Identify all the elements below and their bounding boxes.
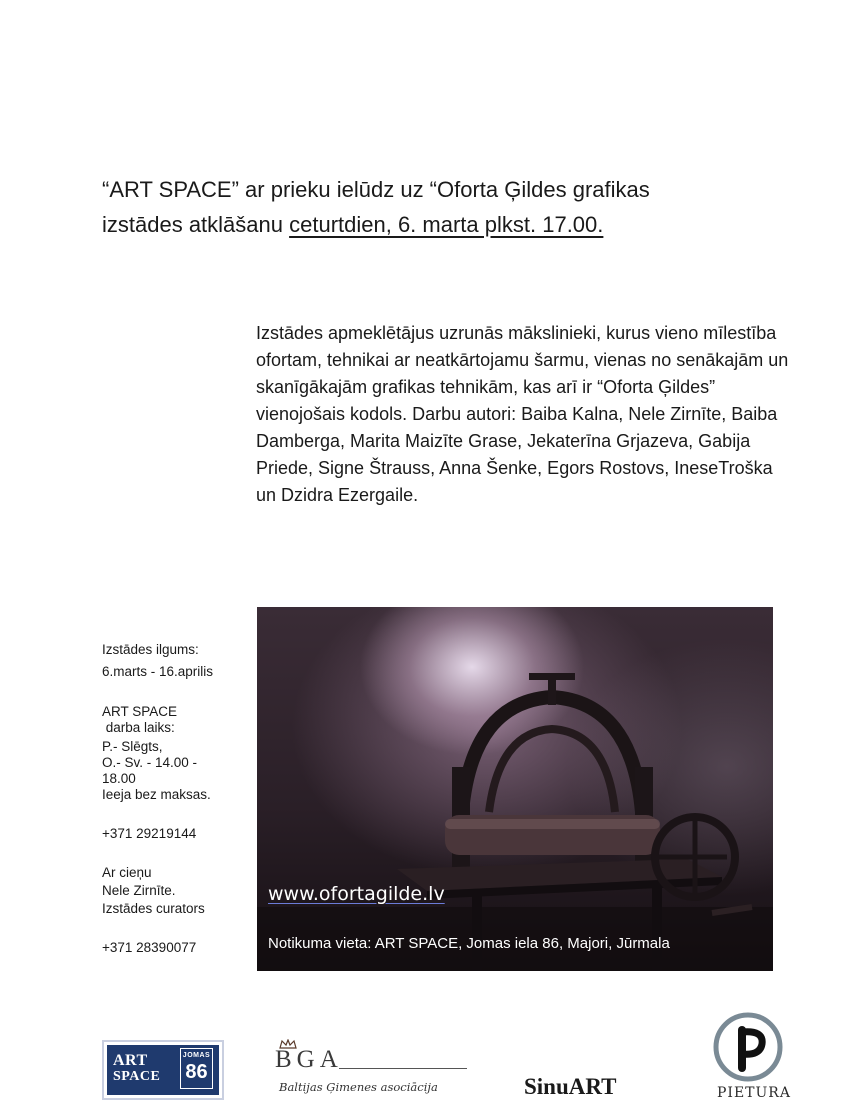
art-space-logo xyxy=(102,1040,224,1100)
art-space-logo-address-box xyxy=(180,1048,213,1089)
entry-info: Ieeja bez maksas. xyxy=(102,787,211,802)
phone-venue[interactable]: +371 29219144 xyxy=(102,826,197,841)
headline-line-2 xyxy=(102,207,802,242)
pietura-logo-label: PIETURA xyxy=(717,1085,791,1101)
bga-logo-divider xyxy=(339,1068,467,1069)
curator-role: Izstādes curators xyxy=(102,901,205,916)
bga-logo-mark: BGA xyxy=(275,1046,343,1073)
event-venue: Notikuma vieta: ART SPACE, Jomas iela 86, Majori, Jūrmala xyxy=(268,935,670,952)
pietura-logo xyxy=(712,1012,791,1108)
hours-label: darba laiks: xyxy=(102,720,175,735)
phone-curator[interactable]: +371 28390077 xyxy=(102,940,197,955)
venue-name: ART SPACE xyxy=(102,704,178,719)
headline-line-1: “ART SPACE” ar prieku ielūdz uz “Oforta Ģildes grafikas xyxy=(102,177,650,202)
art-space-logo-number: 86 xyxy=(185,1061,208,1083)
etching-press-illustration xyxy=(257,607,773,971)
curator-name: Nele Zirnīte. xyxy=(102,883,176,898)
art-space-logo-street: JOMAS xyxy=(182,1052,211,1059)
art-space-logo-word-art: ART xyxy=(113,1052,148,1069)
exhibition-description: Izstādes apmeklētājus uzrunās mākslinieki, kurus vieno mīlestība ofortam, tehnikai ar neatkārtojamu šarmu, vienas no senākajām un skanīgākajām grafikas tehnikām, kas arī ir “Oforta Ģildes” vienojošais kodols. Darbu autori: Baiba Kalna, Nele Zirnīte, Baiba Damberga, Marita Maizīte Grase, Jekaterīna Grjazeva, Gabija Priede, Signe Štrauss, Anna Šenke, Egors Rostovs, IneseTroška un Dzidra Ezergaile. xyxy=(256,323,789,505)
website-link[interactable]: www.ofortagilde.lv xyxy=(268,883,445,905)
bga-logo xyxy=(275,1038,470,1102)
regards: Ar cieņu xyxy=(102,865,152,880)
etching-press-photo xyxy=(257,607,773,971)
bga-logo-subtitle: Baltijas Ģimenes asociācija xyxy=(279,1080,438,1094)
hours-open: O.- Sv. - 14.00 - 18.00 xyxy=(102,755,198,786)
invitation-headline xyxy=(102,172,802,242)
duration-value: 6.marts - 16.aprilis xyxy=(102,664,214,679)
headline-line-2-text: izstādes atklāšanu xyxy=(102,212,290,237)
opening-date: ceturtdien, 6. marta plkst. 17.00. xyxy=(289,212,604,237)
exhibition-info-sidebar xyxy=(102,642,247,956)
pietura-p-icon xyxy=(712,1012,784,1084)
sinuart-logo: SinuART xyxy=(524,1074,617,1099)
art-space-logo-word-space: SPACE xyxy=(113,1069,161,1084)
duration-label: Izstādes ilgums: xyxy=(102,642,199,657)
hours-closed: P.- Slēgts, xyxy=(102,739,163,754)
